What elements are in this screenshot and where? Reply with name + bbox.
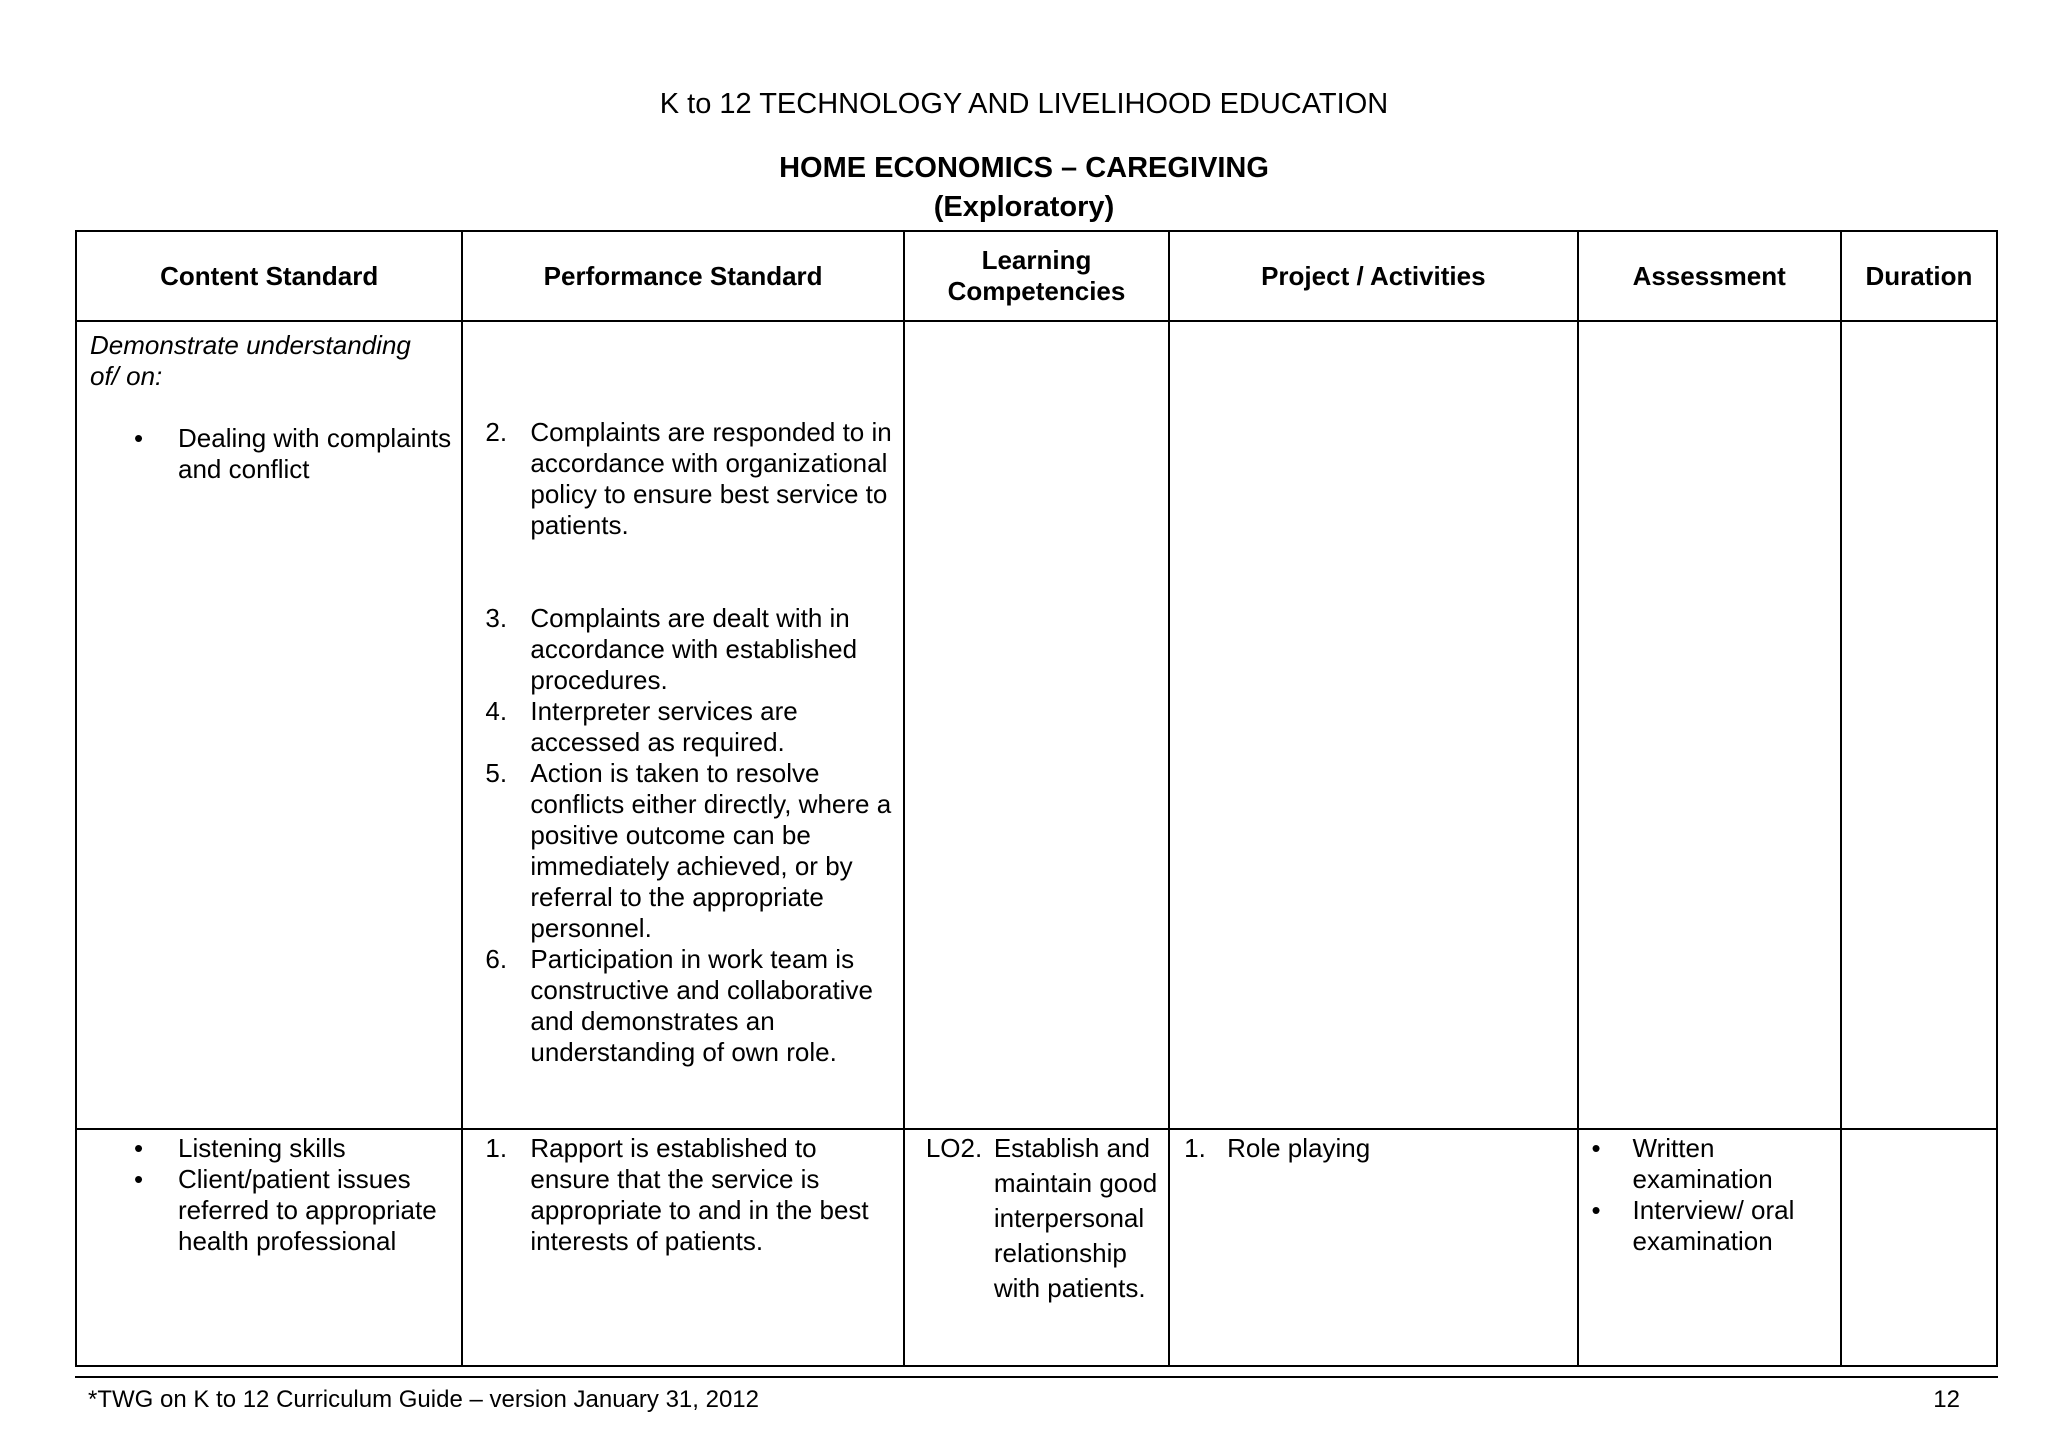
item-text: Action is taken to resolve conflicts either directly, where a positive outcome can be immediately achieved, or by referral to the appropriate personnel. <box>530 758 892 943</box>
activity-item <box>1170 1133 1576 1164</box>
list-item <box>463 417 902 541</box>
item-text: Role playing <box>1227 1133 1371 1163</box>
list-item <box>463 944 902 1068</box>
content-standard-cell <box>76 321 462 1129</box>
competency-cell <box>904 1129 1169 1366</box>
footer-note: *TWG on K to 12 Curriculum Guide – version January 31, 2012 <box>88 1386 759 1413</box>
table-row <box>76 321 1997 1129</box>
performance-list <box>463 1133 902 1257</box>
curriculum-table <box>75 230 1998 1367</box>
document-title: K to 12 TECHNOLOGY AND LIVELIHOOD EDUCATION <box>659 88 1389 120</box>
item-number: 5. <box>485 758 508 788</box>
assessment-cell <box>1578 321 1841 1129</box>
item-number: 2. <box>485 417 508 447</box>
list-item <box>463 603 902 696</box>
item-text: Participation in work team is constructive and collaborative and demonstrates an understanding of own role. <box>530 944 873 1067</box>
header-performance-standard: Performance Standard <box>462 231 903 321</box>
list-item: • Dealing with complaints and conflict <box>77 423 461 485</box>
item-text: Complaints are dealt with in accordance with established procedures. <box>530 603 858 695</box>
duration-cell <box>1841 1129 1997 1366</box>
item-text: Complaints are responded to in accordance with organizational policy to ensure best service to patients. <box>530 417 892 540</box>
list-item <box>463 1133 902 1257</box>
list-item <box>463 758 902 944</box>
performance-standard-cell <box>462 1129 903 1366</box>
header-assessment: Assessment <box>1578 231 1841 321</box>
assessment-cell <box>1578 1129 1841 1366</box>
content-intro: Demonstrate understanding of/ on: <box>90 330 411 391</box>
assessment-list <box>1579 1133 1840 1257</box>
competency-item <box>905 1131 1168 1306</box>
item-number: 1. <box>1184 1133 1206 1163</box>
list-item: • Interview/ oral examination <box>1579 1195 1840 1257</box>
footer-rule <box>75 1376 1998 1378</box>
page-number: 12 <box>1933 1386 1960 1413</box>
header-project-activities: Project / Activities <box>1169 231 1577 321</box>
list-item: • Client/patient issues referred to appropriate health professional <box>77 1164 461 1257</box>
activity-cell <box>1169 321 1577 1129</box>
item-number: LO2. <box>925 1133 983 1163</box>
subject-title: HOME ECONOMICS – CAREGIVING <box>779 152 1269 184</box>
item-number: 6. <box>485 944 508 974</box>
header-row <box>76 231 1997 321</box>
item-number: 3. <box>485 603 508 633</box>
content-list <box>77 1133 461 1257</box>
list-item: • Written examination <box>1579 1133 1840 1195</box>
header-duration: Duration <box>1841 231 1997 321</box>
subject-subtitle: (Exploratory) <box>933 191 1115 223</box>
content-standard-cell <box>76 1129 462 1366</box>
header-content-standard: Content Standard <box>76 231 462 321</box>
performance-list <box>463 417 902 1068</box>
item-number: 4. <box>485 696 508 726</box>
duration-cell <box>1841 321 1997 1129</box>
list-item <box>463 696 902 758</box>
item-text: Rapport is established to ensure that the service is appropriate to and in the best interests of patients. <box>530 1133 869 1256</box>
content-list <box>77 423 461 485</box>
performance-standard-cell <box>462 321 903 1129</box>
item-text: Interpreter services are accessed as required. <box>530 696 798 757</box>
activity-cell <box>1169 1129 1577 1366</box>
table-row <box>76 1129 1997 1366</box>
competency-cell <box>904 321 1169 1129</box>
header-learning-competencies: Learning Competencies <box>904 231 1169 321</box>
item-text: Establish and maintain good interpersonal relationship with patients. <box>993 1133 1158 1303</box>
list-item: • Listening skills <box>77 1133 461 1164</box>
item-number: 1. <box>485 1133 508 1163</box>
